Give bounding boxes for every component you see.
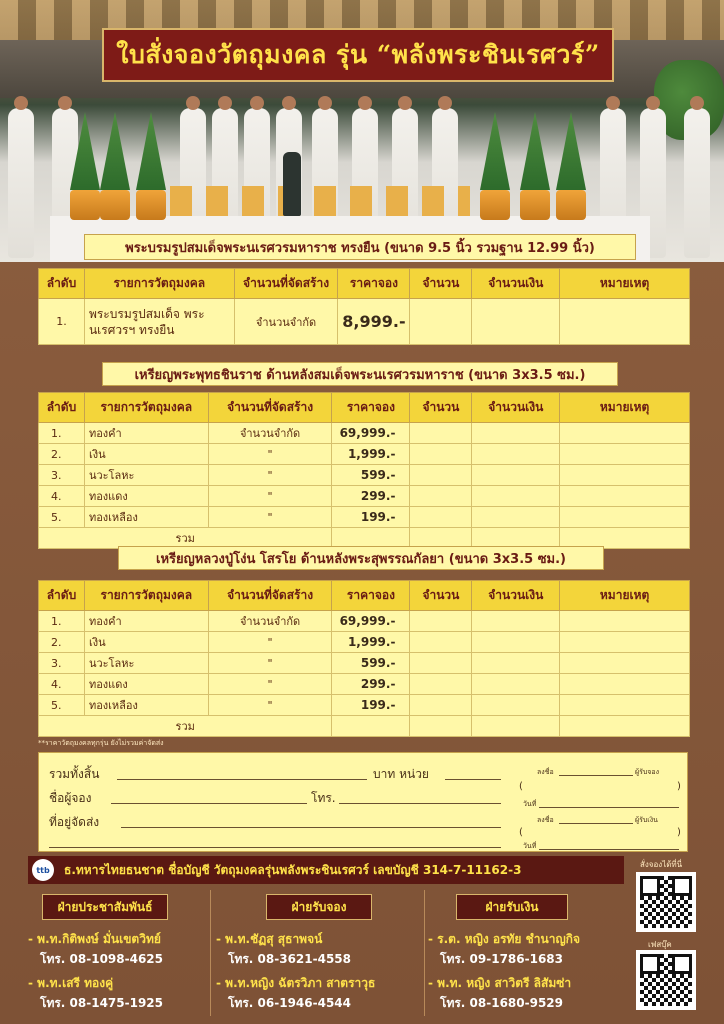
table-row <box>39 423 690 444</box>
row-quantity: " <box>208 674 332 695</box>
table-row <box>39 695 690 716</box>
row-price: 599.- <box>332 653 410 674</box>
person-figure <box>684 108 710 258</box>
col-header: ราคาจอง <box>332 393 410 423</box>
table-row <box>39 507 690 528</box>
qr-code-icon <box>640 876 692 928</box>
amount-input-cell[interactable] <box>472 507 560 528</box>
row-item: ทองเหลือง <box>84 507 208 528</box>
statue-figure <box>283 152 301 216</box>
contact-name: - พ.ท.ชัฏสุ สุธาพจน์ <box>216 932 323 946</box>
row-item: พระบรมรูปสมเด็จ พระนเรศวรฯ ทรงยืน <box>84 299 234 345</box>
contact-phone[interactable]: โทร. 08-1098-4625 <box>40 952 163 966</box>
offering-tray <box>520 112 550 220</box>
col-header: หมายเหตุ <box>560 581 690 611</box>
amount-input-cell[interactable] <box>472 465 560 486</box>
amount-input-cell[interactable] <box>472 695 560 716</box>
row-item: เงิน <box>84 444 208 465</box>
receiver-label: ผู้รับจอง <box>635 768 660 776</box>
table-row <box>39 299 690 345</box>
row-item: นวะโลหะ <box>84 653 208 674</box>
row-item: นวะโลหะ <box>84 465 208 486</box>
section1-table <box>38 268 690 345</box>
row-item: ทองคำ <box>84 611 208 632</box>
col-header: จำนวน <box>410 581 472 611</box>
close-paren: ) <box>677 781 681 792</box>
signature-fields <box>517 753 687 853</box>
golden-offerings <box>170 186 470 216</box>
table-row <box>39 465 690 486</box>
remark-input-cell[interactable] <box>560 465 690 486</box>
row-no: 3. <box>39 465 85 486</box>
col-header: จำนวนที่จัดสร้าง <box>208 393 332 423</box>
remark-input-cell[interactable] <box>560 299 690 345</box>
col-header: ลำดับ <box>39 269 85 299</box>
row-quantity: จำนวนจำกัด <box>208 423 332 444</box>
row-no: 2. <box>39 444 85 465</box>
remark-input-cell[interactable] <box>560 507 690 528</box>
col-header: รายการวัตถุมงคล <box>84 269 234 299</box>
offering-tray <box>556 112 586 220</box>
row-no: 5. <box>39 695 85 716</box>
name-label: ชื่อผู้จอง <box>49 791 92 805</box>
row-item: ทองแดง <box>84 674 208 695</box>
row-no: 1. <box>39 423 85 444</box>
qty-input-cell[interactable] <box>410 299 472 345</box>
qty-input-cell[interactable] <box>410 632 472 653</box>
address-label: ที่อยู่จัดส่ง <box>49 815 100 829</box>
section2-table <box>38 392 690 549</box>
amount-input-cell[interactable] <box>472 423 560 444</box>
sign-line[interactable] <box>559 823 633 824</box>
col-header: ราคาจอง <box>338 269 410 299</box>
remark-input-cell[interactable] <box>560 695 690 716</box>
amount-input-cell[interactable] <box>472 486 560 507</box>
col-header: จำนวน <box>410 393 472 423</box>
order-qr-label: สั่งจองได้ที่นี่ <box>640 860 683 869</box>
dept-payment: ฝ่ายรับเงิน <box>456 894 568 920</box>
column-divider <box>424 890 425 1016</box>
date-label: วันที่ <box>523 800 537 808</box>
total-label: รวมทั้งสิ้น <box>49 767 100 781</box>
qty-input-cell[interactable] <box>410 507 472 528</box>
ceremony-photo <box>0 0 724 262</box>
bank-account-bar <box>28 856 624 884</box>
address-input-line-2[interactable] <box>49 847 501 848</box>
row-price: 299.- <box>332 674 410 695</box>
table-header-row <box>39 393 690 423</box>
sign-label: ลงชื่อ <box>537 816 554 824</box>
contact-name: - พ.ท. หญิง สาวิตรี ลิสัมซ่า <box>428 976 572 990</box>
col-header: จำนวนที่จัดสร้าง <box>208 581 332 611</box>
row-price: 199.- <box>332 507 410 528</box>
phone-label: โทร. <box>311 791 336 805</box>
row-no: 5. <box>39 507 85 528</box>
dept-pr: ฝ่ายประชาสัมพันธ์ <box>42 894 168 920</box>
row-price: 1,999.- <box>332 632 410 653</box>
page-title: ใบสั่งจองวัตถุมงคล รุ่น “พลังพระชินเรศวร์” <box>116 40 600 69</box>
row-quantity: " <box>208 444 332 465</box>
qty-input-cell[interactable] <box>410 674 472 695</box>
section1-title: พระบรมรูปสมเด็จพระนเรศวรมหาราช ทรงยืน (ขนาด 9.5 นิ้ว รวมฐาน 12.99 นิ้ว) <box>84 234 636 260</box>
open-paren: ( <box>519 827 523 838</box>
total-qty-cell[interactable] <box>410 716 472 737</box>
amount-input-cell[interactable] <box>472 632 560 653</box>
contact-phone[interactable]: โทร. 08-1680-9529 <box>440 996 563 1010</box>
row-item: เงิน <box>84 632 208 653</box>
contact-name: - ร.ต. หญิง อรทัย ชำนาญกิจ <box>428 932 580 946</box>
row-no: 4. <box>39 486 85 507</box>
dept-booking: ฝ่ายรับจอง <box>266 894 372 920</box>
row-no: 2. <box>39 632 85 653</box>
total-input-line[interactable] <box>117 779 367 780</box>
row-no: 3. <box>39 653 85 674</box>
qr-code-icon <box>640 954 692 1006</box>
row-quantity: " <box>208 695 332 716</box>
bank-logo-icon: ttb <box>32 859 54 881</box>
bank-account-text: ธ.ทหารไทยธนชาต ชื่อบัญชี วัตถุมงคลรุ่นพลังพระชินเรศวร์ เลขบัญชี 314-7-11162-3 <box>64 862 522 877</box>
row-no: 4. <box>39 674 85 695</box>
table-header-row <box>39 581 690 611</box>
table-row <box>39 674 690 695</box>
open-paren: ( <box>519 781 523 792</box>
row-no: 1. <box>39 611 85 632</box>
customer-form <box>38 752 688 852</box>
col-header: รายการวัตถุมงคล <box>84 581 208 611</box>
col-header: รายการวัตถุมงคล <box>84 393 208 423</box>
table-row <box>39 632 690 653</box>
total-remark-cell[interactable] <box>560 716 690 737</box>
amount-input-cell[interactable] <box>472 444 560 465</box>
phone-input-line[interactable] <box>339 803 501 804</box>
amount-input-cell[interactable] <box>472 653 560 674</box>
row-quantity: " <box>208 465 332 486</box>
row-price: 299.- <box>332 486 410 507</box>
address-input-line[interactable] <box>121 827 501 828</box>
qty-input-cell[interactable] <box>410 444 472 465</box>
total-row <box>39 716 690 737</box>
col-header: หมายเหตุ <box>560 269 690 299</box>
sign-line[interactable] <box>559 775 633 776</box>
price-note: **ราคาวัตถุมงคลทุกรุ่น ยังไม่รวมค่าจัดส่ง <box>38 739 164 747</box>
remark-input-cell[interactable] <box>560 653 690 674</box>
contact-name: - พ.ท.หญิง ฉัตรวิภา สาตราวุธ <box>216 976 376 990</box>
facebook-qr-code[interactable] <box>636 950 696 1010</box>
row-price: 8,999.- <box>338 299 410 345</box>
col-header: จำนวนเงิน <box>472 269 560 299</box>
contact-name: - พ.ท.เสรี ทองคู่ <box>28 976 114 990</box>
row-quantity: " <box>208 507 332 528</box>
contact-phone[interactable]: โทร. 08-3621-4558 <box>228 952 351 966</box>
facebook-qr-label: เฟสบุ๊ค <box>648 940 672 949</box>
row-no: 1. <box>39 299 85 345</box>
table-row <box>39 486 690 507</box>
qty-input-cell[interactable] <box>410 653 472 674</box>
col-header: จำนวนที่จัดสร้าง <box>234 269 338 299</box>
sign-label: ลงชื่อ <box>537 768 554 776</box>
qty-input-cell[interactable] <box>410 423 472 444</box>
row-item: ทองคำ <box>84 423 208 444</box>
title-banner <box>102 28 614 82</box>
row-quantity: " <box>208 653 332 674</box>
amount-input-cell[interactable] <box>472 611 560 632</box>
column-divider <box>210 890 211 1016</box>
total-label: รวม <box>39 716 332 737</box>
baht-unit-label: บาท หน่วย <box>373 767 429 781</box>
remark-input-cell[interactable] <box>560 611 690 632</box>
col-header: จำนวนเงิน <box>472 393 560 423</box>
amount-input-cell[interactable] <box>472 299 560 345</box>
table-row <box>39 653 690 674</box>
qty-input-cell[interactable] <box>410 486 472 507</box>
row-item: ทองเหลือง <box>84 695 208 716</box>
section3-table <box>38 580 690 737</box>
contact-phone[interactable]: โทร. 09-1786-1683 <box>440 952 563 966</box>
remark-input-cell[interactable] <box>560 423 690 444</box>
row-quantity: จำนวนจำกัด <box>208 611 332 632</box>
remark-input-cell[interactable] <box>560 674 690 695</box>
unit-input-line[interactable] <box>445 779 501 780</box>
contact-phone[interactable]: โทร. 06-1946-4544 <box>228 996 351 1010</box>
row-price: 1,999.- <box>332 444 410 465</box>
contact-phone[interactable]: โทร. 08-1475-1925 <box>40 996 163 1010</box>
section3-title: เหรียญหลวงปู่โง่น โสรโย ด้านหลังพระสุพรรณกัลยา (ขนาด 3x3.5 ซม.) <box>118 546 604 570</box>
contact-name: - พ.ท.กิติพงษ์ มั่นเขตวิทย์ <box>28 932 161 946</box>
total-label: รวม <box>39 528 332 549</box>
person-figure <box>8 108 34 258</box>
remark-input-cell[interactable] <box>560 632 690 653</box>
table-row <box>39 611 690 632</box>
date-line[interactable] <box>539 849 679 850</box>
row-price: 199.- <box>332 695 410 716</box>
section2-title: เหรียญพระพุทธชินราช ด้านหลังสมเด็จพระนเรศวรมหาราช (ขนาด 3x3.5 ซม.) <box>102 362 618 386</box>
row-price: 69,999.- <box>332 423 410 444</box>
qty-input-cell[interactable] <box>410 611 472 632</box>
remark-input-cell[interactable] <box>560 486 690 507</box>
col-header: ลำดับ <box>39 393 85 423</box>
table-header-row <box>39 269 690 299</box>
total-amount-cell[interactable] <box>472 716 560 737</box>
col-header: หมายเหตุ <box>560 393 690 423</box>
row-price: 69,999.- <box>332 611 410 632</box>
qty-input-cell[interactable] <box>410 695 472 716</box>
col-header: จำนวนเงิน <box>472 581 560 611</box>
table-row <box>39 444 690 465</box>
row-price: 599.- <box>332 465 410 486</box>
offering-tray <box>100 112 130 220</box>
date-label: วันที่ <box>523 842 537 850</box>
offering-tray <box>480 112 510 220</box>
qty-input-cell[interactable] <box>410 465 472 486</box>
row-item: ทองแดง <box>84 486 208 507</box>
close-paren: ) <box>677 827 681 838</box>
customer-fields <box>39 753 509 853</box>
cash-receiver-label: ผู้รับเงิน <box>635 816 658 824</box>
row-quantity: " <box>208 486 332 507</box>
remark-input-cell[interactable] <box>560 444 690 465</box>
offering-tray <box>136 112 166 220</box>
row-quantity: " <box>208 632 332 653</box>
col-header: ราคาจอง <box>332 581 410 611</box>
amount-input-cell[interactable] <box>472 674 560 695</box>
col-header: ลำดับ <box>39 581 85 611</box>
name-input-line[interactable] <box>111 803 307 804</box>
order-qr-code[interactable] <box>636 872 696 932</box>
col-header: จำนวน <box>410 269 472 299</box>
date-line[interactable] <box>539 807 679 808</box>
offering-tray <box>70 112 100 220</box>
row-quantity: จำนวนจำกัด <box>234 299 338 345</box>
